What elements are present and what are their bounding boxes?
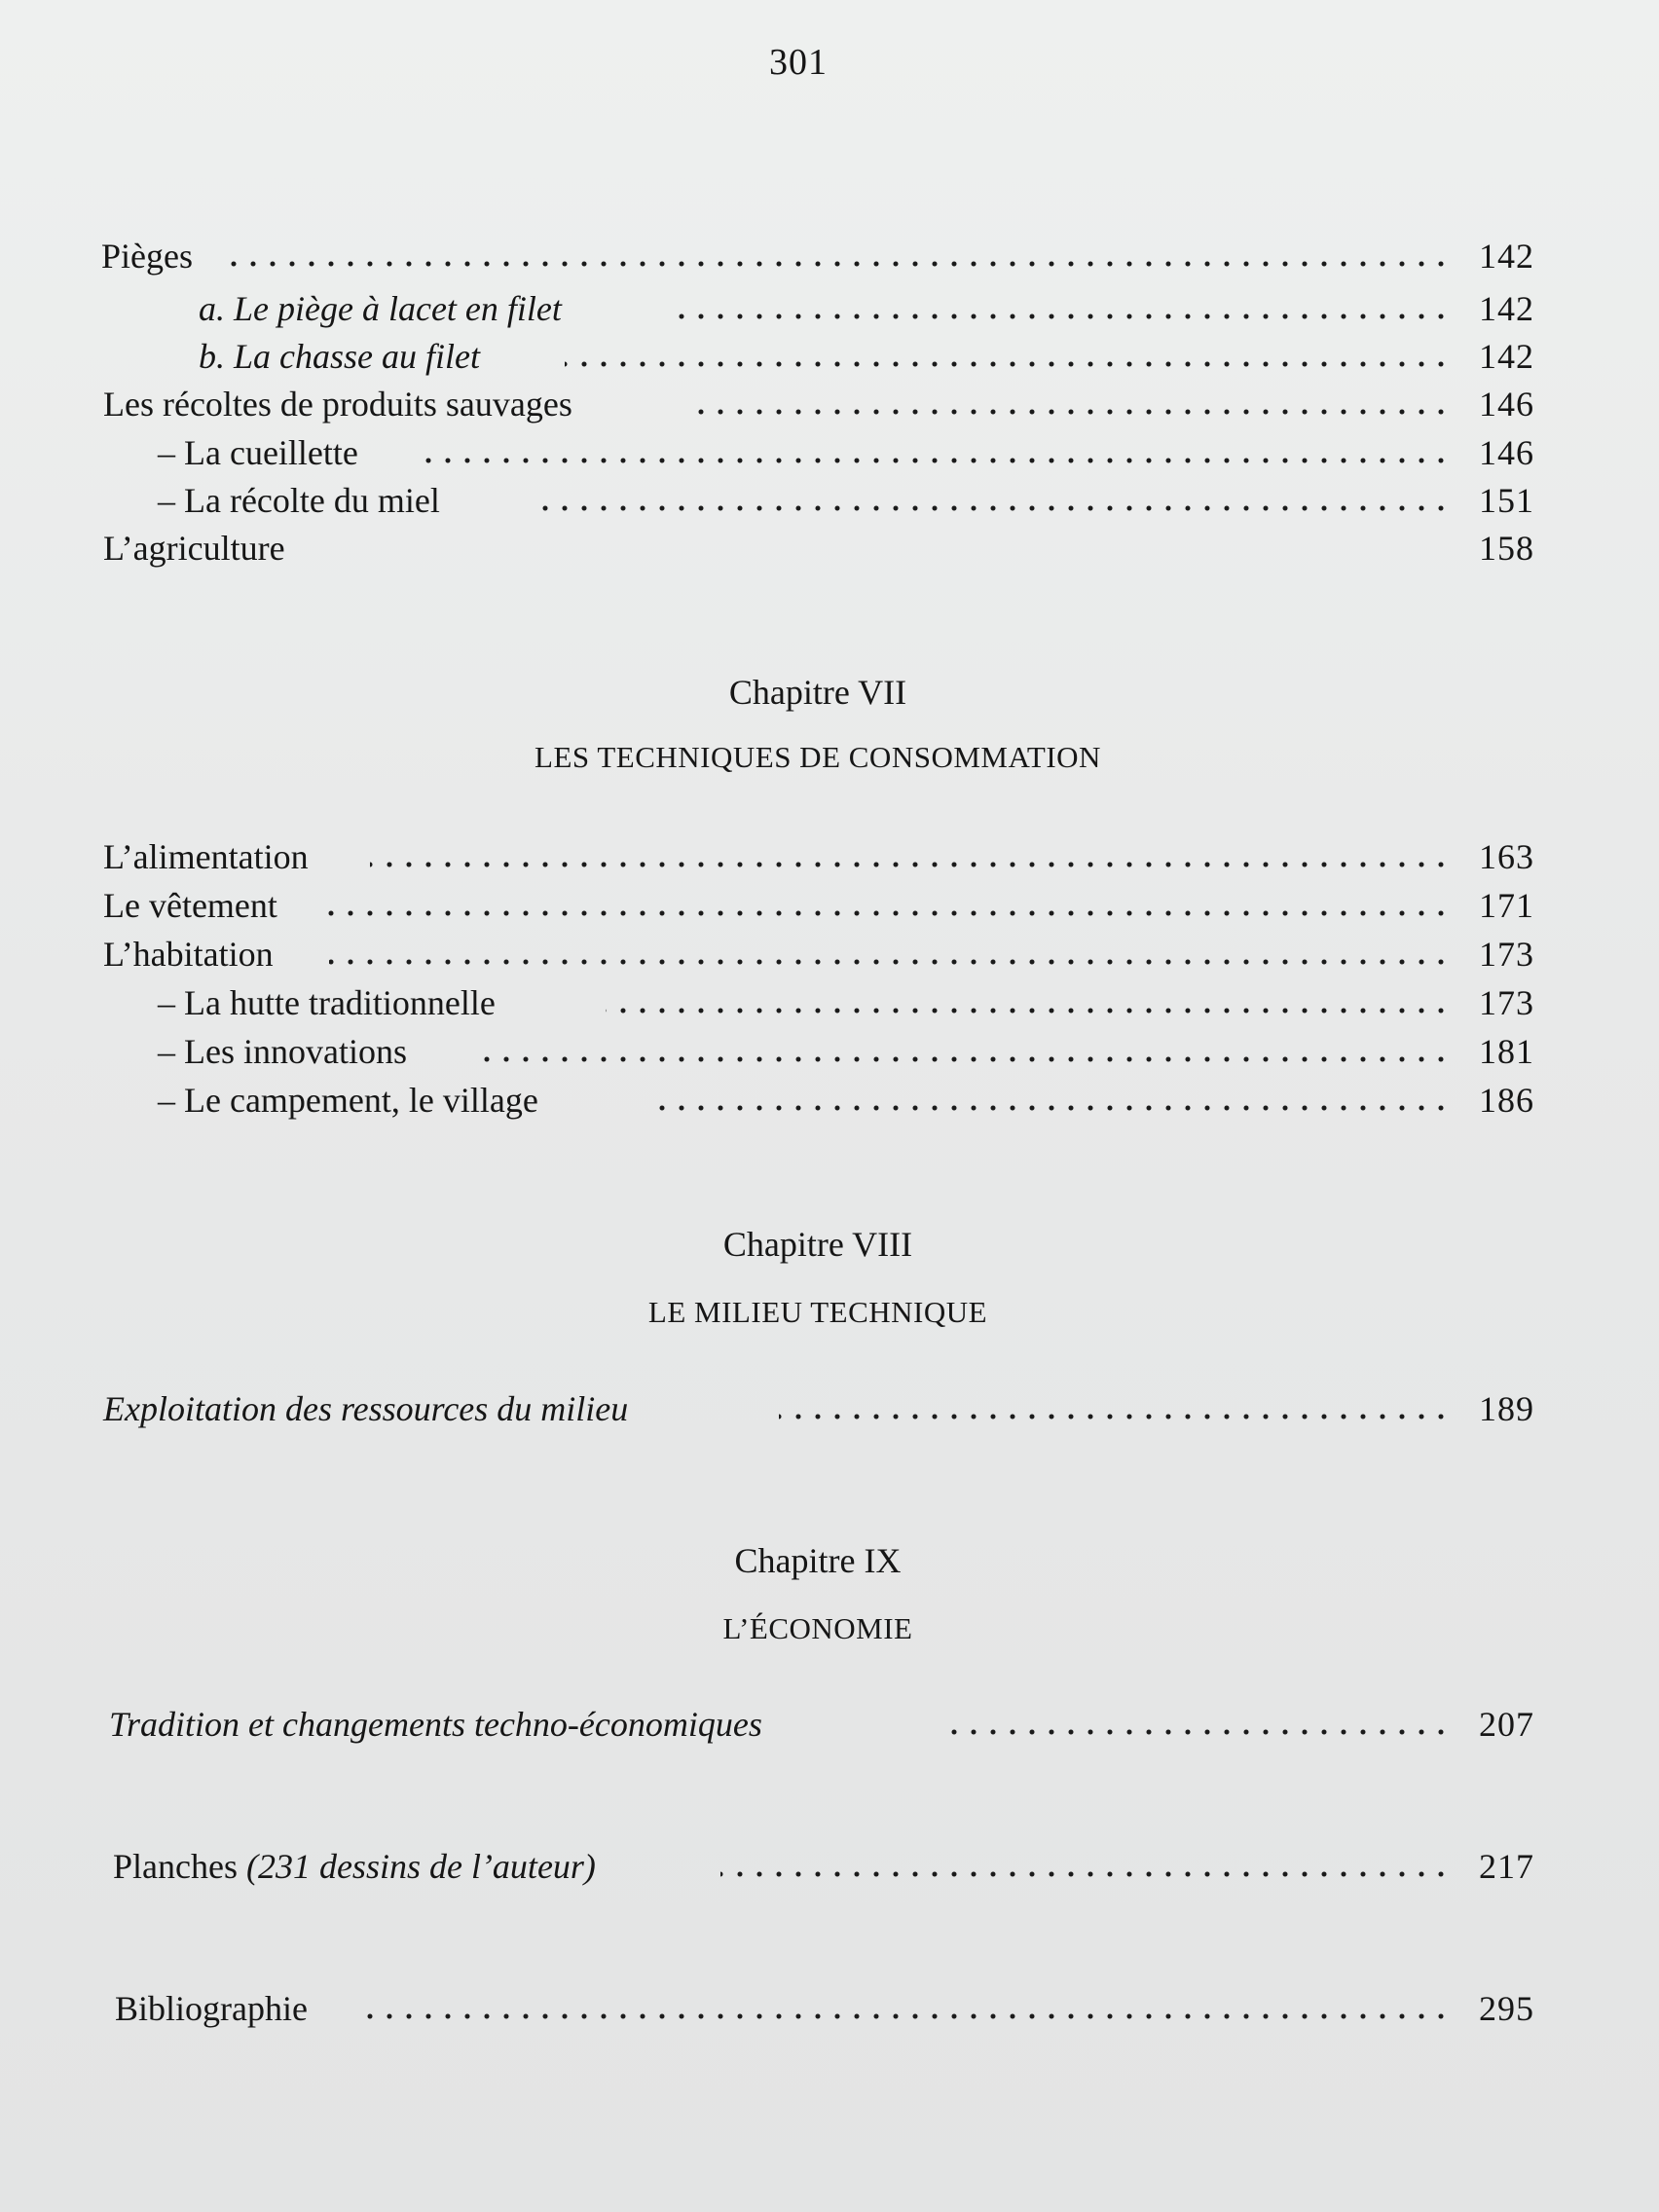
toc-entry-title: Tradition et changements techno-économiques	[109, 1705, 762, 1744]
toc-entry-bibliographie[interactable]	[0, 1984, 1659, 2033]
dot-leader	[370, 862, 1451, 867]
toc-entry-page: 158	[1479, 529, 1534, 568]
dot-leader	[668, 313, 1451, 319]
toc-entry-title: L’alimentation	[103, 837, 309, 876]
planches-label: Planches	[113, 1847, 238, 1886]
toc-entry-exploitation[interactable]	[0, 1384, 1659, 1433]
dot-leader	[779, 1414, 1451, 1419]
dot-leader	[530, 505, 1451, 511]
toc-entry-vetement[interactable]	[0, 881, 1659, 930]
dot-leader	[942, 1729, 1451, 1735]
period-mark	[333, 553, 337, 559]
dot-leader	[646, 1105, 1451, 1111]
toc-entry-title: a. Le piège à lacet en filet	[199, 289, 562, 328]
toc-entry-page: 163	[1479, 837, 1534, 876]
toc-entry-title	[113, 1842, 604, 1891]
toc-entry-page: 146	[1479, 385, 1534, 424]
dot-leader	[720, 1871, 1451, 1877]
chapter-heading: Chapitre IX	[734, 1541, 902, 1580]
toc-entry-innovations[interactable]	[0, 1027, 1659, 1076]
toc-entry-page: 173	[1479, 935, 1534, 974]
toc-entry-page: 186	[1479, 1081, 1534, 1120]
toc-entry-alimentation[interactable]	[0, 832, 1659, 881]
toc-entry-title: Les récoltes de produits sauvages	[103, 385, 572, 424]
dot-leader	[224, 261, 1451, 267]
toc-entry-page: 142	[1479, 289, 1534, 328]
toc-entry-page: 173	[1479, 983, 1534, 1022]
toc-entry-pieges[interactable]	[0, 232, 1659, 280]
toc-entry-page: 171	[1479, 886, 1534, 925]
page-number: 301	[769, 42, 828, 83]
toc-entry-title: b. La chasse au filet	[199, 337, 480, 376]
toc-entry-page: 142	[1479, 237, 1534, 276]
toc-entry-page: 207	[1479, 1705, 1534, 1744]
toc-entry-title: – Le campement, le village	[158, 1081, 538, 1120]
chapter-subtitle: L’ÉCONOMIE	[722, 1611, 913, 1645]
dot-leader	[693, 409, 1451, 415]
toc-entry-page: 295	[1479, 1989, 1534, 2028]
toc-entry-campement[interactable]	[0, 1076, 1659, 1124]
chapter-subtitle: LES TECHNIQUES DE CONSOMMATION	[535, 740, 1101, 774]
dot-leader	[325, 910, 1451, 916]
toc-entry-title: Bibliographie	[115, 1989, 308, 2028]
toc-entry-habitation[interactable]	[0, 930, 1659, 978]
toc-entry-recoltes[interactable]	[0, 380, 1659, 428]
dot-leader	[606, 1008, 1451, 1014]
toc-entry-page: 146	[1479, 433, 1534, 472]
toc-entry-hutte[interactable]	[0, 978, 1659, 1027]
toc-entry-planches[interactable]	[0, 1842, 1659, 1891]
toc-entry-page: 142	[1479, 337, 1534, 376]
toc-entry-title: L’habitation	[103, 935, 274, 974]
toc-entry-page: 189	[1479, 1389, 1534, 1428]
toc-entry-page: 151	[1479, 481, 1534, 520]
dot-leader	[329, 959, 1451, 965]
dot-leader	[358, 2013, 1451, 2019]
toc-entry-piege-lacet[interactable]	[0, 284, 1659, 333]
chapter-subtitle: LE MILIEU TECHNIQUE	[647, 1295, 988, 1329]
toc-entry-recolte-miel[interactable]	[0, 476, 1659, 525]
chapter-heading: Chapitre VIII	[722, 1225, 913, 1264]
toc-entry-cueillette[interactable]	[0, 428, 1659, 477]
toc-entry-page: 217	[1479, 1847, 1534, 1886]
toc-entry-page: 181	[1479, 1032, 1534, 1071]
dot-leader	[424, 458, 1451, 463]
toc-entry-title: Exploitation des ressources du milieu	[103, 1389, 629, 1428]
toc-entry-tradition[interactable]	[0, 1700, 1659, 1749]
dot-leader	[483, 1056, 1451, 1062]
toc-entry-title: – La récolte du miel	[158, 481, 440, 520]
toc-entry-title: L’agriculture	[103, 529, 285, 568]
toc-entry-title: – La cueillette	[158, 433, 358, 472]
toc-entry-title: Le vêtement	[103, 886, 277, 925]
toc-entry-title: – La hutte traditionnelle	[158, 983, 496, 1022]
dot-leader	[565, 361, 1451, 367]
planches-note: (231 dessins de l’auteur)	[245, 1847, 596, 1886]
toc-entry-title: Pièges	[101, 237, 193, 276]
toc-entry-agriculture[interactable]	[0, 524, 1659, 572]
chapter-heading: Chapitre VII	[728, 673, 907, 712]
toc-entry-chasse-filet[interactable]	[0, 332, 1659, 381]
toc-entry-title: – Les innovations	[158, 1032, 407, 1071]
